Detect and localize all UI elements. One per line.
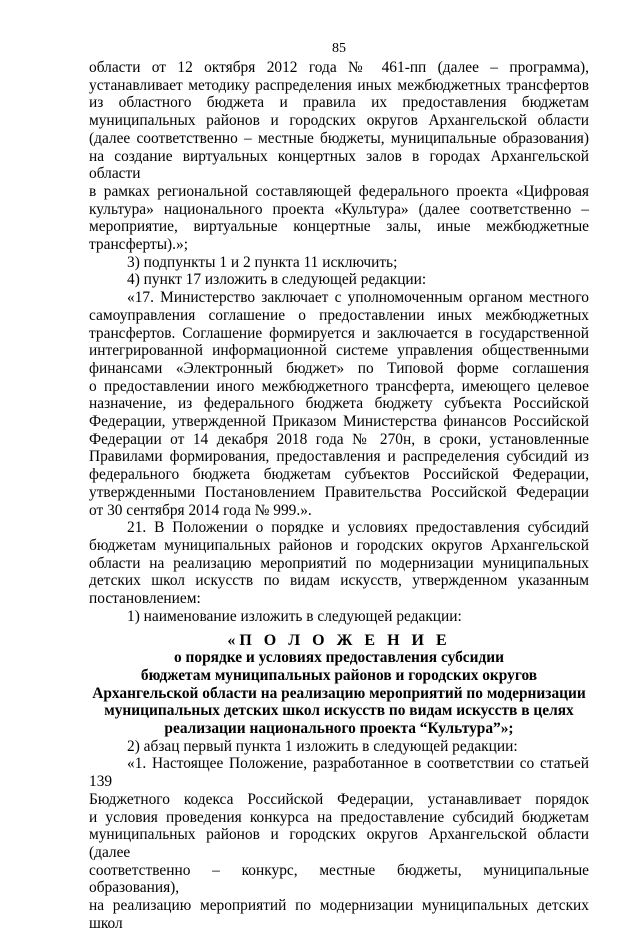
paragraph-line: Бюджетного кодекса Российской Федерации, устанавливает порядок [89,790,589,808]
title-line: о порядке и условиях предоставления субсидии [173,649,505,667]
paragraph-line: интегрированной информационной системе управления общественными [89,342,589,360]
paragraph-line: области на реализацию мероприятий по модернизации муниципальных [89,554,589,572]
title-line: муниципальных детских школ искусств по видам искусств в целях [104,702,574,720]
paragraph-line: мероприятие, виртуальные концертные залы, иные межбюджетные [89,218,589,236]
paragraph-line: области от 12 октября 2012 года № 461-пп (далее – программа), [89,59,589,76]
paragraph-line: трансфертов. Соглашение формируется и заключается в государственной [89,324,589,342]
paragraph-line: муниципальных районов и городских округов Архангельской области (далее [89,826,589,861]
paragraph-line: в рамках региональной составляющей федерального проекта «Цифровая [89,182,589,200]
paragraph-line: устанавливает методику распределения иных межбюджетных трансфертов [89,76,589,94]
title-line: бюджетам муниципальных районов и городских округов [140,666,538,684]
paragraph-line: о предоставлении иного межбюджетного трансферта, имеющего целевое [89,377,589,395]
paragraph-line: федерального бюджета бюджетам субъектов Российской Федерации, [89,466,589,484]
title-line: Архангельской области на реализацию мероприятий по модернизации [92,684,586,702]
paragraph-line: Федерации от 14 декабря 2018 года № 270н, в сроки, установленные [89,430,589,448]
paragraph-line: из областного бюджета и правила их предоставления бюджетам [89,94,589,112]
paragraph-line: 1) наименование изложить в следующей редакции: [127,607,462,625]
paragraph-line: «1. Настоящее Положение, разработанное в соответствии со статьей 139 [89,755,589,791]
paragraph-line: назначение, из федерального бюджета бюджету субъекта Российской [89,395,589,413]
paragraph-line: 21. В Положении о порядке и условиях предоставления субсидий [127,519,589,537]
paragraph-line: 4) пункт 17 изложить в следующей редакции: [127,271,427,289]
paragraph-line: Федерации, утвержденной Приказом Министерства финансов Российской [89,413,589,431]
body-text-before-title [89,59,589,626]
page-number: 85 [332,41,346,56]
paragraph-line: детских школ искусств по видам искусств, утвержденном указанным [89,572,589,590]
paragraph-line: (далее соответственно – местные бюджеты, муниципальные образования) [89,129,589,147]
paragraph-line: и условия проведения конкурса на предоставление субсидий бюджетам [89,808,589,826]
paragraph-line: муниципальных районов и городских округов Архангельской области [89,112,589,130]
paragraph-line: 3) подпункты 1 и 2 пункта 11 исключить; [127,253,398,271]
paragraph-line: самоуправления соглашение о предоставлении иных межбюджетных [89,306,589,324]
paragraph-line: постановлением: [89,590,201,608]
paragraph-line: на создание виртуальных концертных залов в городах Архангельской области [89,147,589,183]
paragraph-line: на реализацию мероприятий по модернизации муниципальных детских школ [89,897,589,932]
paragraph-line: 2) абзац первый пункта 1 изложить в следующей редакции: [127,737,518,755]
body-text-after-title [89,738,589,932]
title-line: реализации национального проекта “Культура”»; [164,720,514,738]
paragraph-line: финансами «Электронный бюджет» по Типовой форме соглашения [89,359,589,377]
title-line: «П О Л О Ж Е Н И Е [227,631,451,649]
paragraph-line: культура» национального проекта «Культура» (далее соответственно – [89,200,589,218]
paragraph-line: бюджетам муниципальных районов и городских округов Архангельской [89,536,589,554]
paragraph-line: от 30 сентября 2014 года № 999.». [89,501,312,519]
regulation-title [89,632,589,738]
paragraph-line: Правилами формирования, предоставления и распределения субсидий из [89,448,589,466]
document-page [89,40,589,932]
paragraph-line: утвержденными Постановлением Правительства Российской Федерации [89,483,589,501]
paragraph-line: соответственно – конкурс, местные бюджеты, муниципальные образования), [89,861,589,897]
paragraph-line: трансферты).»; [89,236,189,254]
paragraph-line: «17. Министерство заключает с уполномоченным органом местного [127,289,589,307]
